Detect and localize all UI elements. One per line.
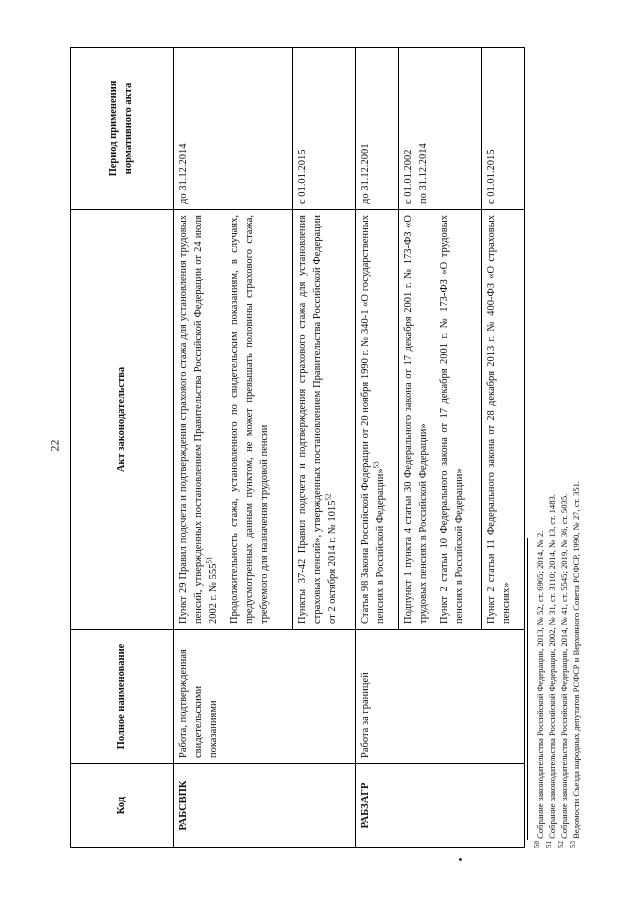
row-full-name: Работа, подтвержденная свидетельскими показаниями [174, 630, 356, 764]
row-period: с 01.01.2015 [482, 48, 525, 210]
act-text: Пункты 37-42 Правил подсчета и подтверждения страхового стажа для установления страховых пенсий», утвержденных постановлением Правительства Российской Федерации от 2 октября 2014 г. № 1015$^{52}$ [297, 215, 338, 624]
act-text: Пункт 29 Правил подсчета и подтверждения страхового стажа для установления трудовых пенсий, утвержденных постановлением Правительства Российской Федерации от 24 июля 2002 г. № $555^{51}$ [178, 215, 219, 624]
header-act: Акт законодательства [71, 210, 174, 630]
row-act [356, 210, 399, 630]
row-period: до 31.12.2001 [356, 48, 399, 210]
footnotes [533, 480, 582, 848]
page-number: 22 [47, 439, 62, 452]
table-header-row [71, 48, 174, 848]
row-full-name: Работа за границей [356, 630, 525, 764]
row-code: РАБЗАГР [356, 764, 525, 848]
row-period [399, 48, 482, 210]
row-code: РАБСВПК [174, 764, 356, 848]
row-act [174, 210, 293, 630]
act-text: Пункт 2 статьи 10 Федерального закона от 17 декабря 2001 г. № 173-ФЗ «О трудовых пенсиях в Российской Федерации» [438, 215, 465, 624]
footnote-ref: 52 [324, 493, 333, 501]
act-text: Статья 98 Закона Российской Федерации от 20 ноября 1990 г. № 340-1 «О государственных пенсиях в Российской Федерации»$^{53}$ [360, 215, 386, 624]
header-code: Код [71, 764, 174, 848]
footnote-divider [527, 538, 528, 840]
legislation-table [70, 47, 525, 848]
period-start: с 01.01.2002 [403, 149, 414, 204]
footnote-item: $^{51}$ Собрание законодательства Российской Федерации, 2002, № 31, ст. 3110; 2014, № 13, ст. 1483. [545, 494, 558, 848]
act-text: Пункт 2 статьи 11 Федерального закона от 28 декабря 2013 г. № 400-ФЗ «О страховых пенсиях» [486, 215, 512, 624]
period-end: по 31.12.2014 [417, 143, 429, 204]
footnote-item: $^{53}$ Ведомости Съезда народных депутатов РСФСР и Верховного Совета РСФСР, 1990, № 27, ст. 351. [569, 480, 582, 848]
table-row [174, 48, 293, 848]
row-period: до 31.12.2014 [174, 48, 293, 210]
footnote-item: $^{50}$ Собрание законодательства Российской Федерации, 2013, № 52, ст. 6965; 2014, № 2. [533, 530, 545, 848]
row-act [293, 210, 356, 630]
row-period: с 01.01.2015 [293, 48, 356, 210]
row-act [482, 210, 525, 630]
footnote-ref: 51 [205, 556, 214, 564]
rotated-table-wrapper [70, 48, 512, 848]
scan-artifact-dot [459, 858, 462, 861]
act-text: Подпункт 1 пункта 4 статьи 30 Федерального закона от 17 декабря 2001 г. № 173-ФЗ «О трудовых пенсиях в Российской Федерации» [403, 215, 429, 624]
act-text: Продолжительность стажа, установленного по свидетельским показаниям, в случаях, предусмотренных данным пунктом, не может превышать половины страхового стажа, требуемого для назначения трудовой пенсии [228, 215, 270, 624]
table-row [356, 48, 399, 848]
footnote-ref: 53 [372, 461, 381, 469]
row-act [399, 210, 482, 630]
footnote-item: $^{52}$ Собрание законодательства Российской Федерации, 2014, № 41, ст. 5545; 2019, № 36, ст. 5035. [557, 493, 570, 848]
header-full-name: Полное наименование [71, 630, 174, 764]
header-period: Период применения нормативного акта [71, 48, 174, 210]
